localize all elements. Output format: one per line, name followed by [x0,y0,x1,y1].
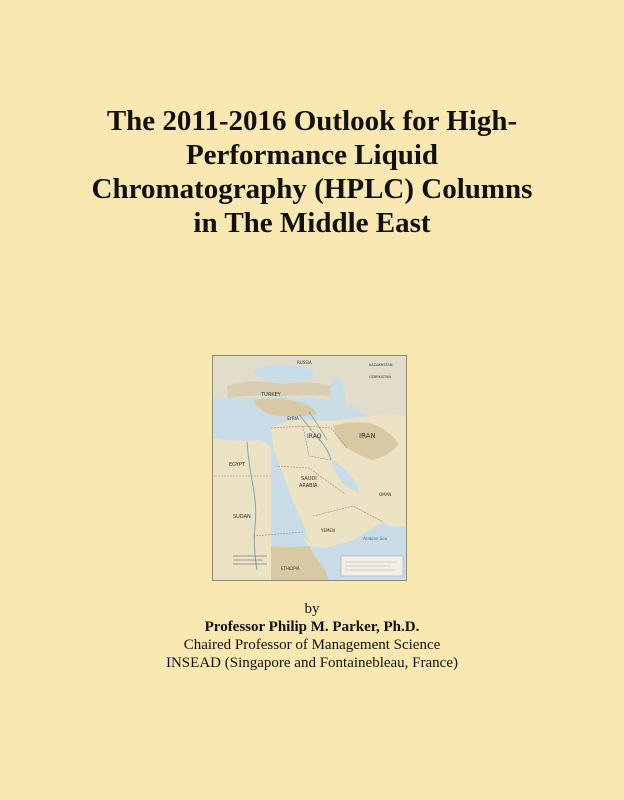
map-label-kazakhstan: KAZAKHSTAN [369,363,393,367]
map-label-turkey: TURKEY [261,392,281,398]
byline-by: by [304,601,320,617]
map-illustration [213,356,406,580]
author-position: Chaired Professor of Management Science [183,637,441,653]
author-name: Professor Philip M. Parker, Ph.D. [204,619,420,635]
title-line-4: in The Middle East [193,207,431,239]
title-line-2: Performance Liquid [185,139,439,171]
map-label-syria: SYRIA [287,416,299,421]
map-label-arabia: ARABIA [299,483,318,489]
map-label-saudi: SAUDI [301,476,317,482]
map-label-oman: OMAN [379,492,392,497]
byline [40,600,584,672]
map-label-russia: RUSSIA [297,360,312,365]
map-label-arabian-sea: Arabian Sea [363,536,388,541]
map-label-iran: IRAN [359,432,376,440]
map-label-uzbekistan: UZBEKISTAN [369,375,391,379]
map-label-iraq: IRAQ [307,433,322,440]
map-label-sudan: SUDAN [233,514,251,520]
author-institution: INSEAD (Singapore and Fontainebleau, France) [165,655,458,671]
map-label-yemen: YEMEN [321,528,335,533]
map-label-ethiopia: ETHIOPIA [281,566,300,571]
map-label-egypt: EGYPT [229,462,245,468]
title-line-3: Chromatography (HPLC) Columns [91,173,533,205]
middle-east-map [212,355,407,581]
book-title [40,104,584,240]
title-line-1: The 2011-2016 Outlook for High- [106,105,518,137]
